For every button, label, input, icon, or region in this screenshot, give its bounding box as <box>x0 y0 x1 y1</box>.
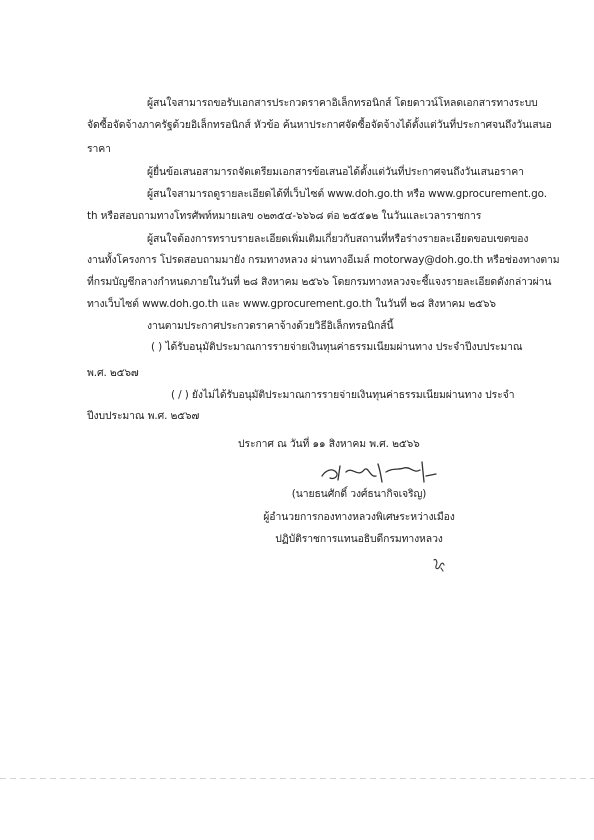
scan-edge-artifact <box>0 778 594 779</box>
announcement-date: ประกาศ ณ วันที่ ๑๑ สิงหาคม พ.ศ. ๒๕๖๖ <box>238 438 420 450</box>
budget-option-approved-line-2: พ.ศ. ๒๕๖๗ <box>87 367 139 379</box>
budget-option-not-approved-line-2: ปีงบประมาณ พ.ศ. ๒๕๖๗ <box>87 410 200 422</box>
budget-option-approved-line-1: ( ) ได้รับอนุมัติประมาณการรายจ่ายเงินทุนค่าธรรมเนียมผ่านทาง ประจำปีงบประมาณ <box>151 341 523 353</box>
paragraph-inquiry-line-1: ผู้สนใจต้องการทราบรายละเอียดเพิ่มเติมเกี่ยวกับสถานที่หรือร่างรายละเอียดขอบเขตของ <box>147 233 529 245</box>
paragraph-website-line-2: th หรือสอบถามทางโทรศัพท์หมายเลข ๐๒๓๕๔-๖๖๖๘ ต่อ ๒๕๕๑๒ ในวันและเวลาราชการ <box>87 210 482 222</box>
paragraph-download-line-3: ราคา <box>87 143 111 155</box>
paragraph-prepare-line-1: ผู้ยื่นข้อเสนอสามารถจัดเตรียมเอกสารข้อเสนอได้ตั้งแต่วันที่ประกาศจนถึงวันเสนอราคา <box>147 166 524 178</box>
signatory-position: ผู้อำนวยการกองทางหลวงพิเศษระหว่างเมือง <box>263 511 455 523</box>
paragraph-download-line-1: ผู้สนใจสามารถขอรับเอกสารประกวดราคาอิเล็กทรอนิกส์ โดยดาวน์โหลดเอกสารทางระบบ <box>147 97 538 109</box>
paragraph-download-line-2: จัดซื้อจัดจ้างภาครัฐด้วยอิเล็กทรอนิกส์ หัวข้อ ค้นหาประกาศจัดซื้อจัดจ้างได้ตั้งแต่วันที่ประกาศจนถึงวันเสนอ <box>87 119 552 131</box>
signatory-name: (นายธนศักดิ์ วงศ์ธนากิจเจริญ) <box>291 488 427 500</box>
paragraph-inquiry-line-2: งานทั้งโครงการ โปรดสอบถามมายัง กรมทางหลวง ผ่านทางอีเมล์ motorway@doh.go.th หรือช่องทางตาม <box>87 254 560 266</box>
budget-option-not-approved-line-1: ( / ) ยังไม่ได้รับอนุมัติประมาณการรายจ่ายเงินทุนค่าธรรมเนียมผ่านทาง ประจำ <box>171 389 515 401</box>
paragraph-website-line-1: ผู้สนใจสามารถดูรายละเอียดได้ที่เว็บไซต์ www.doh.go.th หรือ www.gprocurement.go. <box>147 188 547 200</box>
paragraph-inquiry-line-4: ทางเว็บไซต์ www.doh.go.th และ www.gprocurement.go.th ในวันที่ ๒๘ สิงหาคม ๒๕๖๖ <box>87 298 496 310</box>
paragraph-inquiry-line-3: ที่กรมบัญชีกลางกำหนดภายในวันที่ ๒๘ สิงหาคม ๒๕๖๖ โดยกรมทางหลวงจะชี้แจงรายละเอียดดังกล่าวผ่าน <box>87 276 552 288</box>
paragraph-budget-intro: งานตามประกาศประกวดราคาจ้างด้วยวิธีอิเล็กทรอนิกส์นี้ <box>147 320 394 332</box>
signatory-acting-role: ปฏิบัติราชการแทนอธิบดีกรมทางหลวง <box>275 533 443 545</box>
handwritten-signature <box>318 456 440 486</box>
handwritten-initials <box>432 556 446 572</box>
